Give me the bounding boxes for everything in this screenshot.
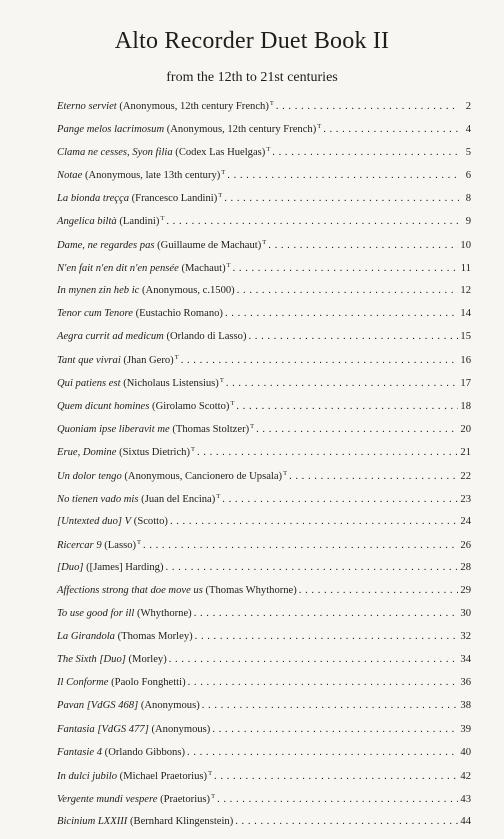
toc-entry-page-number: 15 xyxy=(460,330,471,342)
toc-entry-page-number: 38 xyxy=(460,700,471,712)
toc-entry-page-number: 12 xyxy=(460,284,471,296)
toc-entry xyxy=(57,423,471,446)
toc-entry-page-number: 8 xyxy=(465,193,471,205)
toc-dot-leader xyxy=(214,771,458,782)
toc-entry-composer: ([James] Harding) xyxy=(83,561,164,573)
toc-entry-page-number: 29 xyxy=(460,584,471,596)
toc-entry-page-number: 23 xyxy=(460,493,471,505)
toc-entry xyxy=(57,493,471,516)
toc-entry-label xyxy=(57,470,287,482)
toc-entry-mark: T xyxy=(269,100,274,107)
toc-entry-title: La Girandola xyxy=(57,631,115,643)
toc-entry-title: Tant que vivrai xyxy=(57,355,121,367)
toc-entry xyxy=(57,654,471,677)
toc-entry-page-number: 26 xyxy=(460,539,471,551)
toc-entry-composer: (Thomas Stoltzer) xyxy=(169,424,250,436)
toc-entry-label xyxy=(57,354,179,366)
toc-entry xyxy=(57,816,471,839)
toc-dot-leader xyxy=(195,631,459,642)
toc-entry xyxy=(57,677,471,700)
toc-entry-label xyxy=(57,446,195,458)
toc-dot-leader xyxy=(225,308,458,319)
toc-dot-leader xyxy=(202,700,459,711)
toc-entry-composer: (Anonymous, 12th century French) xyxy=(116,101,269,112)
toc-entry-mark: T xyxy=(160,215,165,223)
toc-dot-leader xyxy=(299,585,459,596)
toc-entry-title: [Untexted duo] V xyxy=(57,515,132,527)
toc-entry-composer: (Lasso) xyxy=(101,539,137,551)
toc-entry-composer: (Guillaume de Machaut) xyxy=(154,239,262,251)
toc-dot-leader xyxy=(268,240,458,251)
toc-entry-title: In dulci jubilo xyxy=(57,770,118,782)
toc-entry-mark: T xyxy=(262,238,267,246)
toc-entry-page-number: 40 xyxy=(460,746,471,758)
toc-entry-composer: (Thomas Morley) xyxy=(114,631,193,643)
toc-entry-page-number: 2 xyxy=(465,101,471,112)
toc-entry-page-number: 14 xyxy=(460,307,471,319)
toc-dot-leader xyxy=(212,724,458,735)
toc-entry xyxy=(57,100,471,123)
toc-entry xyxy=(57,331,471,354)
toc-entry-page-number: 11 xyxy=(460,262,471,274)
toc-entry-label xyxy=(57,562,164,573)
toc-entry-page-number: 20 xyxy=(460,424,471,436)
toc-entry-title: To use good for ill xyxy=(57,608,135,620)
table-of-contents xyxy=(57,100,471,839)
toc-dot-leader xyxy=(181,355,459,366)
toc-entry-page-number: 10 xyxy=(460,239,471,251)
toc-entry xyxy=(57,562,471,585)
toc-entry-composer: (Anonymous, Cancionero de Upsala) xyxy=(121,470,283,482)
toc-dot-leader xyxy=(188,677,459,688)
toc-entry-mark: T xyxy=(216,492,221,500)
toc-entry-label xyxy=(57,654,167,665)
toc-entry-title: Quem dicunt homines xyxy=(57,401,150,413)
toc-entry-label xyxy=(57,123,321,135)
toc-entry-page-number: 17 xyxy=(460,378,471,390)
toc-entry xyxy=(57,239,471,262)
toc-entry-label xyxy=(57,816,233,827)
toc-entry-title: Quoniam ipse liberavit me xyxy=(57,424,170,436)
toc-entry-composer: (Nicholaus Listensius) xyxy=(120,378,219,390)
toc-entry xyxy=(57,285,471,308)
toc-dot-leader xyxy=(166,562,459,573)
toc-entry-page-number: 4 xyxy=(465,124,471,136)
toc-entry-page-number: 43 xyxy=(460,793,471,805)
toc-entry-title: [Duo] xyxy=(57,561,84,573)
toc-entry xyxy=(57,146,471,169)
toc-entry-label xyxy=(57,377,224,389)
toc-entry-title: Fantasie 4 xyxy=(57,746,103,758)
toc-entry-label xyxy=(57,631,193,642)
toc-dot-leader xyxy=(217,794,458,805)
toc-entry-title: N'en fait n'en dit n'en pensée xyxy=(57,262,179,274)
toc-entry-title: Tenor cum Tenore xyxy=(57,307,133,319)
toc-entry xyxy=(57,262,471,285)
toc-entry-title: In mynen zin heb ic xyxy=(57,284,140,296)
toc-dot-leader xyxy=(276,101,459,112)
toc-entry-title: Vergente mundi vespere xyxy=(57,793,158,805)
toc-entry-mark: T xyxy=(221,169,226,177)
toc-entry-composer: (Bernhard Klingenstein) xyxy=(127,815,234,827)
toc-entry-mark: T xyxy=(211,792,216,800)
toc-entry-mark: T xyxy=(230,400,235,408)
toc-entry xyxy=(57,308,471,331)
toc-entry xyxy=(57,747,471,770)
toc-entry-title: Qui patiens est xyxy=(57,378,121,390)
toc-entry-title: La bionda treçça xyxy=(57,193,129,205)
toc-entry xyxy=(57,215,471,238)
toc-dot-leader xyxy=(222,494,458,505)
toc-entry-page-number: 18 xyxy=(460,401,471,413)
page-subtitle: from the 12th to 21st centuries xyxy=(166,70,338,85)
toc-entry xyxy=(57,539,471,562)
toc-entry-mark: T xyxy=(219,377,224,385)
toc-entry-mark: T xyxy=(317,123,322,131)
toc-dot-leader xyxy=(169,654,459,665)
toc-dot-leader xyxy=(226,378,459,389)
toc-entry-title: Eterno serviet xyxy=(57,101,117,112)
toc-entry-composer: (Eustachio Romano) xyxy=(132,307,223,319)
toc-entry xyxy=(57,770,471,793)
toc-entry-composer: (Orlando di Lasso) xyxy=(163,330,247,342)
toc-entry-title: Ricercar 9 xyxy=(57,539,102,551)
toc-entry-composer: (Paolo Fonghetti) xyxy=(108,677,186,689)
toc-entry-title: Dame, ne regardes pas xyxy=(57,239,155,251)
toc-entry-label xyxy=(57,724,210,735)
toc-entry-title: Erue, Domine xyxy=(57,447,117,459)
toc-entry-label xyxy=(57,585,297,596)
toc-entry-composer: (Scotto) xyxy=(131,515,168,527)
toc-entry-composer: (Codex Las Huelgas) xyxy=(172,147,266,159)
toc-entry-title: The Sixth [Duo] xyxy=(57,654,126,666)
toc-entry-mark: T xyxy=(283,469,288,477)
toc-entry-label xyxy=(57,192,222,204)
toc-entry xyxy=(57,516,471,539)
toc-entry-title: Il Conforme xyxy=(57,677,109,689)
toc-entry-title: Fantasia [VdGS 477] xyxy=(57,723,149,735)
toc-dot-leader xyxy=(187,747,458,758)
toc-entry-label xyxy=(57,677,186,688)
toc-entry xyxy=(57,793,471,816)
toc-entry-page-number: 42 xyxy=(460,770,471,782)
toc-entry-label xyxy=(57,516,168,527)
toc-entry-composer: (Landini) xyxy=(116,216,160,228)
toc-entry xyxy=(57,700,471,723)
toc-entry-title: No tienen vado mis xyxy=(57,493,139,505)
toc-entry-composer: (Sixtus Dietrich) xyxy=(116,447,190,459)
toc-dot-leader xyxy=(235,816,458,827)
toc-entry-title: Aegra currit ad medicum xyxy=(57,330,164,342)
toc-entry-label xyxy=(57,700,200,711)
toc-dot-leader xyxy=(289,471,458,482)
toc-entry-page-number: 28 xyxy=(460,561,471,573)
toc-entry-composer: (Anonymous, c.1500) xyxy=(139,284,235,296)
toc-entry-title: Notae xyxy=(57,170,83,182)
toc-entry-title: Pavan [VdGS 468] xyxy=(57,700,139,712)
toc-entry-title: Pange melos lacrimosum xyxy=(57,124,165,136)
toc-entry xyxy=(57,400,471,423)
toc-entry-page-number: 21 xyxy=(460,447,471,459)
toc-entry-composer: (Whythorne) xyxy=(134,608,192,620)
toc-entry-composer: (Juan del Encina) xyxy=(138,493,216,505)
toc-entry-label xyxy=(57,493,220,505)
toc-entry xyxy=(57,354,471,377)
toc-entry-composer: (Morley) xyxy=(125,654,167,666)
toc-entry-composer: (Jhan Gero) xyxy=(120,355,174,367)
toc-entry-composer: (Anonymous, 12th century French) xyxy=(164,124,317,136)
toc-entry xyxy=(57,123,471,146)
toc-entry-page-number: 24 xyxy=(460,515,471,527)
toc-entry-page-number: 36 xyxy=(460,677,471,689)
toc-entry-mark: T xyxy=(250,423,255,431)
toc-dot-leader xyxy=(272,147,459,158)
toc-dot-leader xyxy=(197,447,458,458)
toc-entry-label xyxy=(57,423,254,435)
toc-entry-mark: T xyxy=(218,192,223,200)
toc-entry-title: Affections strong that doe move us xyxy=(57,584,203,596)
toc-entry-label xyxy=(57,608,192,619)
toc-dot-leader xyxy=(237,285,459,296)
toc-entry-composer: (Francesco Landini) xyxy=(129,193,218,205)
toc-entry-label xyxy=(57,169,225,181)
toc-entry-label xyxy=(57,308,223,319)
toc-entry xyxy=(57,169,471,192)
toc-entry-mark: T xyxy=(174,354,179,362)
toc-dot-leader xyxy=(227,170,459,181)
toc-entry-page-number: 9 xyxy=(465,216,471,228)
toc-entry-composer: (Girolamo Scotto) xyxy=(149,401,230,413)
toc-entry xyxy=(57,631,471,654)
toc-entry-page-number: 44 xyxy=(460,815,471,827)
toc-entry xyxy=(57,377,471,400)
toc-entry-page-number: 32 xyxy=(460,631,471,643)
toc-dot-leader xyxy=(233,263,459,274)
toc-entry-page-number: 6 xyxy=(465,170,471,182)
toc-entry-label xyxy=(57,215,164,227)
toc-entry-composer: (Praetorius) xyxy=(157,793,211,805)
toc-dot-leader xyxy=(166,216,459,227)
toc-entry xyxy=(57,724,471,747)
toc-entry-mark: T xyxy=(266,146,271,154)
toc-entry-label xyxy=(57,793,215,805)
toc-entry-composer: (Machaut) xyxy=(178,262,226,274)
toc-entry-mark: T xyxy=(208,769,213,777)
toc-entry-label xyxy=(57,146,270,158)
toc-entry-title: Bicinium LXXIII xyxy=(57,815,128,827)
page-title: Alto Recorder Duet Book II xyxy=(114,28,390,54)
toc-entry-title: Un dolor tengo xyxy=(57,470,122,482)
toc-entry-composer: (Thomas Whythorne) xyxy=(202,584,297,596)
toc-entry-page-number: 39 xyxy=(460,723,471,735)
toc-entry-mark: T xyxy=(191,446,195,454)
toc-dot-leader xyxy=(323,124,459,135)
toc-entry-mark: T xyxy=(226,261,231,269)
toc-dot-leader xyxy=(143,540,458,551)
toc-dot-leader xyxy=(256,424,458,435)
toc-entry-label xyxy=(57,400,234,412)
toc-entry-page-number: 30 xyxy=(460,608,471,620)
toc-dot-leader xyxy=(236,401,458,412)
toc-entry xyxy=(57,470,471,493)
toc-dot-leader xyxy=(224,193,459,204)
toc-entry-label xyxy=(57,262,231,274)
toc-entry-label xyxy=(57,770,212,782)
toc-entry-composer: (Anonymous, late 13th century) xyxy=(82,170,221,182)
toc-entry xyxy=(57,585,471,608)
toc-entry-label xyxy=(57,239,266,251)
toc-dot-leader xyxy=(248,331,458,342)
toc-entry-page-number: 34 xyxy=(460,654,471,666)
toc-entry-composer: (Anonymous) xyxy=(148,723,211,735)
toc-entry-composer: (Anonymous) xyxy=(138,700,200,712)
toc-entry-label xyxy=(57,539,141,551)
toc-entry-page-number: 22 xyxy=(460,470,471,482)
toc-entry-label xyxy=(57,100,274,112)
toc-entry xyxy=(57,192,471,215)
toc-entry-mark: T xyxy=(137,538,142,546)
toc-entry xyxy=(57,608,471,631)
toc-entry-title: Clama ne cesses, Syon filia xyxy=(57,147,173,159)
toc-entry-composer: (Michael Praetorius) xyxy=(117,770,208,782)
toc-entry xyxy=(57,446,471,469)
toc-entry-page-number: 5 xyxy=(465,147,471,159)
toc-entry-composer: (Orlando Gibbons) xyxy=(102,746,186,758)
toc-entry-label xyxy=(57,331,246,342)
toc-entry-label xyxy=(57,747,185,758)
toc-entry-label xyxy=(57,285,235,296)
toc-entry-page-number: 16 xyxy=(460,355,471,367)
toc-entry-title: Angelica biltà xyxy=(57,216,117,228)
toc-dot-leader xyxy=(194,608,459,619)
toc-dot-leader xyxy=(170,516,458,527)
